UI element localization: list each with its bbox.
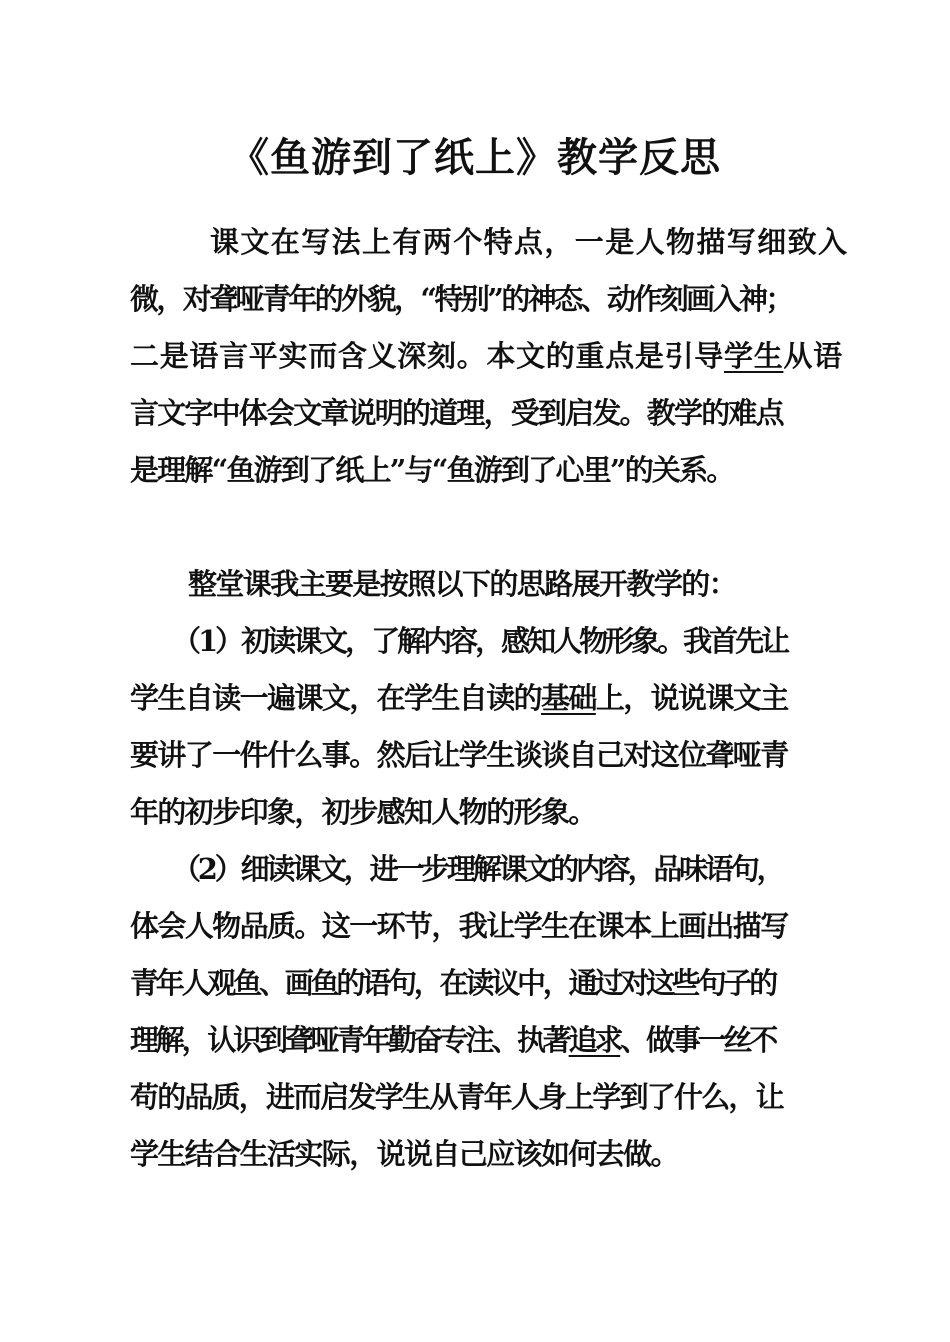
paragraph-4-line-4-text: 理解，认识到聋哑青年勤奋专注、执著 (130, 1023, 569, 1057)
paragraph-4-line-4-tail: 、做事一丝不 (620, 1023, 776, 1057)
paragraph-4-line-1: （2）细读课文，进一步理解课文的内容，品味语句， (172, 852, 783, 886)
paragraph-3-line-1: （1）初读课文，了解内容，感知人物形象。我首先让 (172, 624, 788, 658)
paragraph-3-line-2-text: 学生自读一遍课文，在学生自读的 (130, 681, 542, 715)
paragraph-4-line-4 (130, 1020, 775, 1060)
document-title: 《鱼游到了纸上》教学反思 (229, 134, 721, 181)
paragraph-3-line-2-tail: 上，说说课文主 (595, 681, 788, 715)
paragraph-1-line-3-text: 二是语言平实而含义深刻。本文的重点是引导 (130, 339, 725, 373)
underlined-term-pursuit: 追求 (568, 1023, 621, 1057)
paragraph-4-line-5: 苟的品质，进而启发学生从青年人身上学到了什么，让 (130, 1080, 783, 1114)
underlined-term-foundation: 基础 (541, 681, 596, 715)
paragraph-3-line-2 (130, 678, 788, 718)
paragraph-3-line-4: 年的初步印象，初步感知人物的形象。 (130, 795, 596, 829)
paragraph-4-line-6: 学生结合生活实际，说说自己应该如何去做。 (130, 1137, 679, 1171)
paragraph-4-line-3: 青年人观鱼、画鱼的语句，在读议中，通过对这些句子的 (130, 966, 776, 1000)
paragraph-2-line-1: 整堂课我主要是按照以下的思路展开教学的： (188, 567, 737, 601)
underlined-term-student: 学生 (724, 339, 784, 373)
paragraph-3-line-3: 要讲了一件什么事。然后让学生谈谈自己对这位聋哑青 (130, 738, 788, 772)
paragraph-1-line-5: 是理解“鱼游到了纸上”与“鱼游到了心里”的关系。 (130, 453, 734, 487)
paragraph-1-line-3 (130, 336, 843, 376)
paragraph-1-line-4: 言文字中体会文章说明的道理，受到启发。教学的难点 (130, 396, 783, 430)
paragraph-1-line-1: 课文在写法上有两个特点，一是人物描写细致入 (210, 225, 849, 259)
paragraph-1-line-2: 微，对聋哑青年的外貌，“特别”的神态、动作刻画入神； (130, 282, 792, 316)
paragraph-1-line-3-tail: 从语 (783, 339, 843, 373)
paragraph-4-line-2: 体会人物品质。这一环节，我让学生在课本上画出描写 (130, 909, 788, 943)
